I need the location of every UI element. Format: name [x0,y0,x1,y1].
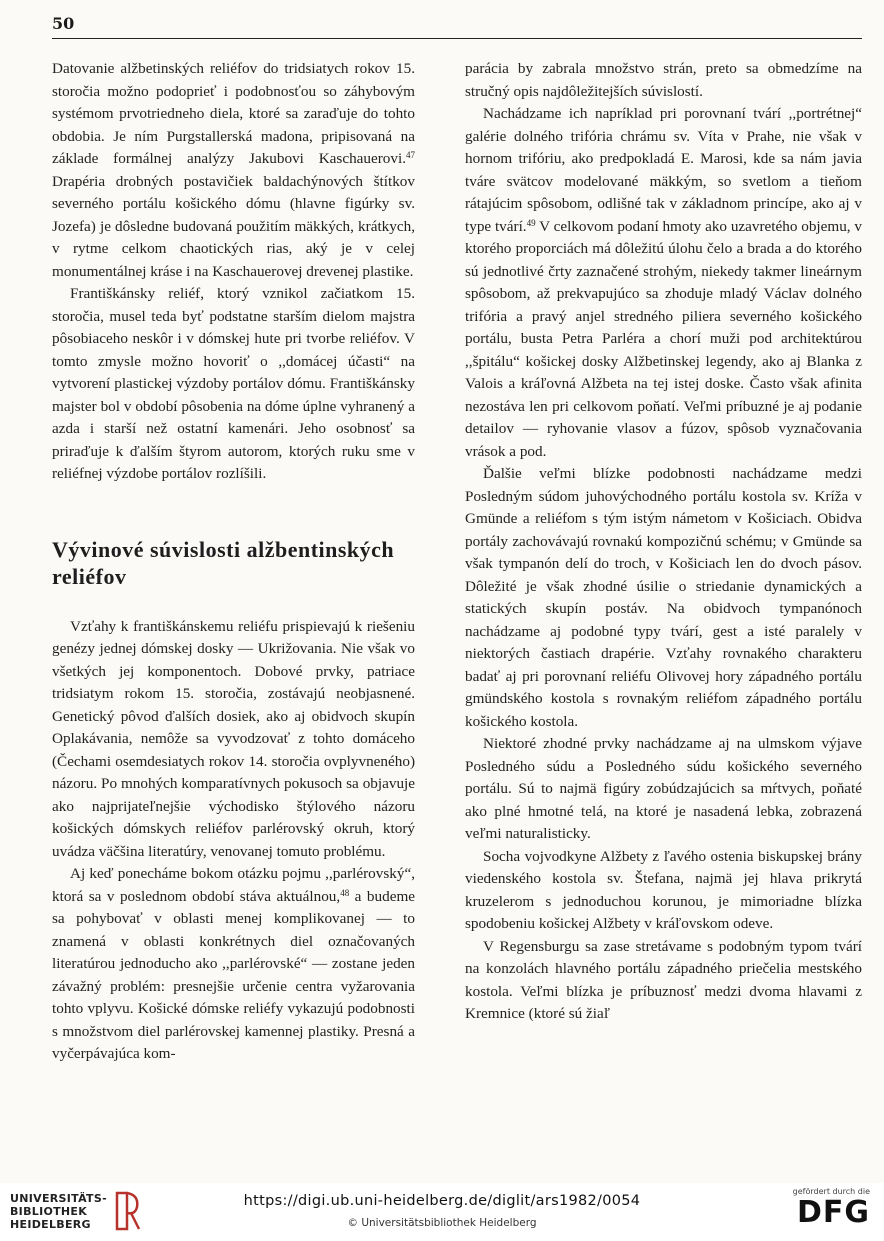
paragraph: Františkánsky reliéf, ktorý vznikol začiatkom 15. storočia, musel teda byť podstatne starším dielom majstra pôsobiaceho neskôr i v dómskej hute pri tvorbe reliéfov. V tomto zmysle možno hovoriť o ,,domácej účasti“ na vytvorení plastickej výzdoby portálov dómu. Františkánsky majster bol v období pôsobenia na dóme úplne vyhranený a azda i starší než ostatní kamenári. Jeho osobnosť sa priraďuje k ďalším štyrom autorom, ktorých ruku sme v reliéfnej výzdobe portálov rozlíšili. [52,285,415,482]
permalink-url[interactable]: https://digi.ub.uni-heidelberg.de/diglit/ars1982/0054 [243,1193,641,1209]
paragraph: V Regensburgu sa zase stretávame s podobným typom tvárí na konzolách hlavného portálu západného priečelia mestského kostola. Veľmi blízka je príbuznosť medzi dvoma hlavami z Kremnice (ktoré sú žiaľ [465,937,862,1022]
paragraph: Niektoré zhodné prvky nachádzame aj na ulmskom výjave Posledného súdu a Posledného súdu košického severného portálu. Sú to najmä figúry zobúdzajúcich sa mŕtvych, poňaté ako plné hmotné telá, na ktoré je nasadená lebka, zobrazená veľmi naturalisticky. [465,735,862,842]
right-column [465,58,862,1026]
section-heading: Vývinové súvislosti alžbentinských reliéfov [52,536,395,589]
left-column [52,58,415,1066]
header-rule [52,38,862,39]
footnote-ref[interactable]: 47 [406,150,415,160]
paragraph: Ďalšie veľmi blízke podobnosti nachádzame medzi Posledným súdom juhovýchodného portálu kostola sv. Kríža v Gmünde a reliéfom s tým istým námetom v Košiciach. Obidva portály zachovávajú rovnakú kompozičnú schému; v Gmünde sa však tympanón delí do troch, v Košiciach len do dvoch pásov. Dôležité je však zhodné úsilie o striedanie dynamických a statických skupín postáv. Na obidvoch tympanónoch nachádzame aj podobné typy tvárí, gest a isté paralely v niektorých častiach drapérie. Vzťahy rovnakého charakteru badať aj pri porovnaní reliéfu Olivovej hory západného portálu gmündského kostola s rovnakým reliéfom západného portálu košického kostola. [465,465,862,730]
viewer-footer [0,1183,884,1241]
paragraph: Nachádzame ich napríklad pri porovnaní tvárí ,,portrétnej“ galérie dolného trifória chrámu sv. Víta v Prahe, nie však v hornom trifóriu, ako predpokladá E. Marosi, kde sa nám javia tváre svätcov modelované mäkkým, so svetlom a tieňom rátajúcim spôsobom, odlišné tak v základnom princípe, ako aj v type tvárí.$^{49}$ V celkovom podaní hmoty ako uzavretého objemu, v ktorého proporciách má dôležitú úlohu čelo a brada a do ktorého sú jednotlivé črty zaznačené strohým, niekedy takmer lineárnym spôsobom, až prekvapujúco sa zhoduje mladý Václav dolného trifória a pravý anjel stredného piliera severného košického portálu, busta Petra Parléra a chorí muži pod architektúrou ,,špitálu“ košickej dosky Alžbetinskej legendy, ako aj Blanka z Valois a kráľovná Alžbeta na tej istej doske. Často však afinita nezostáva len pri celkovom poňatí. Veľmi príbuzné je aj podanie detailov — ryhovanie vlasov a fúzov, spôsob vyznačovania vrások a pod. [465,105,863,460]
paragraph: Vzťahy k františkánskemu reliéfu prispievajú k riešeniu genézy jednej dómskej dosky — Ukrižovania. Nie však vo všetkých jej komponentoch. Dobové prvky, patriace tridsiatym rokom 15. storočia, zostávajú neobjasnené. Genetický pôvod ďalších dosiek, ako aj obidvoch skupín Oplakávania, nemôže sa vyvodzovať z tohto domáceho (Čechami osemdesiatych rokov 14. storočia ovplyvneného) názoru. Po mnohých komparatívnych pokusoch sa objavuje ako najprijateľnejšie východisko štýlového názoru košických dómskych reliéfov parlérovský okruh, ktorý uvádza väčšina literatúry, venovanej tomuto problému. [52,617,415,860]
dfg-funding[interactable] [793,1187,870,1230]
paragraph: Aj keď ponecháme bokom otázku pojmu ,,parlérovský“, ktorá sa v poslednom období stáva aktuálnou,$^{48}$ a budeme sa pohybovať v oblasti menej komplikovanej — to znamená v oblasti konkrétnych diel označovaných literatúrou jednoducho ako ,,parlérovské“ — zostane jeden závažný problém: presnejšie určenie centra vyžarovania tohto vplyvu. Košické dómske reliéfy vykazujú podobnosti s množstvom diel parlérovskej kamennej plastiky. Presná a vyčerpávajúca kom- [52,865,416,1062]
library-name-line: UNIVERSITÄTS- [10,1191,107,1205]
page-number: 50 [52,14,75,33]
library-name-line: BIBLIOTHEK [10,1204,88,1218]
paragraph: Socha vojvodkyne Alžbety z ľavého ostenia biskupskej brány viedenského kostola sv. Štefana, najmä jej hlava prikrytá kruzelerom s jednoduchou korunou, je mimoriadne blízka spodobeniu košickej Alžbety v kráľovskom odeve. [465,847,862,932]
dfg-logo: DFG [796,1195,870,1230]
library-name-line: HEIDELBERG [10,1217,91,1231]
footnote-ref[interactable]: 48 [340,887,350,898]
funded-by-label: gefördert durch die [792,1187,870,1196]
copyright-notice: © Universitätsbibliothek Heidelberg [347,1217,537,1229]
paragraph: parácia by zabrala množstvo strán, preto sa obmedzíme na stručný opis najdôležitejších súvislostí. [465,60,862,100]
footnote-ref[interactable]: 49 [526,217,536,228]
paragraph: Datovanie alžbetinských reliéfov do tridsiatych rokov 15. storočia možno podoprieť i podobnosťou so záhybovým systémom prvotriedneho diela, ktoré sa zaraďuje do tohto obdobia. Je ním Purgstallerská madona, pripisovaná na základe formálnej analýzy Jakubovi Kaschauerovi.$^{47}$ Drapéria drobných postavičiek baldachýnových štítkov severného portálu košického dómu (hlavne figúrky sv. Jozefa) je dôsledne budovaná použitím mäkkých, krátkych, v rytme celkom chaotických rias, aký je v celej monumentálnej kráse i na Kaschauerovej drevenej plastike. [52,60,415,280]
